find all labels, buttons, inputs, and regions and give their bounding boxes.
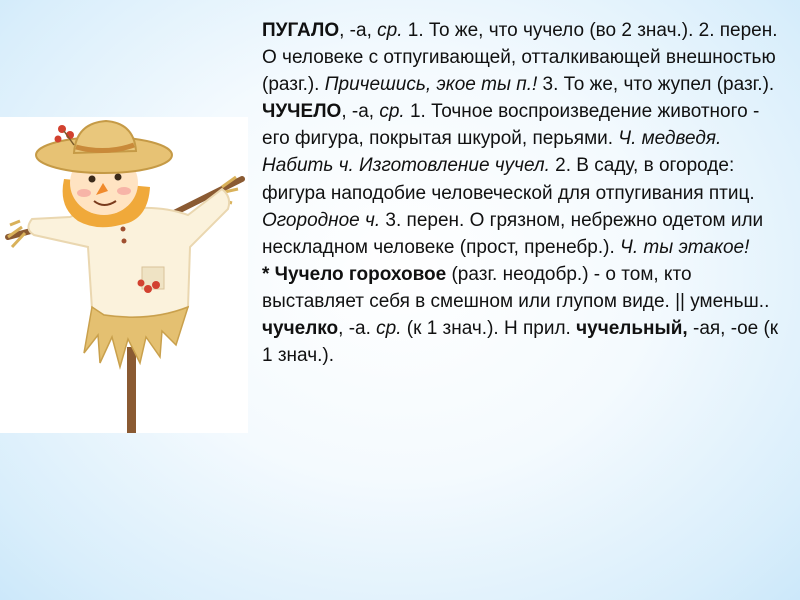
definition: (разг. неодобр.) - о том, кто выставляет себя в смешном или глупом виде. || уменьш.. (262, 263, 770, 312)
adjective-prefix: Н прил. (503, 318, 577, 340)
definition: 3. перен. О грязном, небрежно одетом или нескладном человеке (прост, пренебр.). (262, 209, 764, 258)
gender-mark: ср. (376, 318, 402, 340)
usage-example: Огородное ч. (262, 209, 381, 231)
adjective-word: чучельный, (576, 318, 688, 340)
usage-example: Ч. ты этакое! (620, 236, 750, 258)
berry (138, 280, 145, 287)
entry-chuchelo (262, 98, 782, 261)
grammar: , -а. (338, 318, 377, 340)
berry (55, 136, 62, 143)
berry (144, 285, 152, 293)
definition: 1. То же, что чучело (во 2 знач.). 2. перен. О человеке с отпугивающей, отталкивающей внешностью (разг.). (262, 20, 778, 96)
grammar: , -а, (341, 101, 380, 123)
dictionary-text (262, 17, 782, 369)
scarecrow-icon (0, 117, 248, 433)
idiom-phrase: * Чучело гороховое (262, 263, 447, 285)
grammar: , -а, (339, 20, 378, 41)
usage-example: Ч. медведя. Набить ч. Изготовление чучел. (262, 128, 722, 177)
definition: 1. Точное воспроизведение животного - его фигура, покрытая шкурой, перьями. (262, 101, 760, 150)
headword-pugalo: ПУГАЛО (262, 20, 340, 41)
definition: 3. То же, что жупел (разг.). (537, 74, 775, 96)
right-cheek (117, 187, 131, 195)
left-eye (89, 176, 96, 183)
headword-chuchelo: ЧУЧЕЛО (262, 101, 342, 123)
entry-idiom (262, 261, 782, 369)
gender-mark: ср. (377, 20, 403, 41)
adjective-endings: -ая, -ое (к 1 знач.). (262, 318, 779, 367)
button (122, 239, 127, 244)
button (121, 227, 126, 232)
definition: 2. В саду, в огороде: фигура наподобие человеческой для отпугивания птиц. (262, 155, 755, 204)
definition: (к 1 знач.). (401, 318, 499, 340)
usage-example: Причешись, экое ты п.! (324, 74, 538, 96)
entry-pugalo (262, 17, 782, 98)
right-eye (115, 174, 122, 181)
scarecrow-illustration (0, 117, 248, 433)
gender-mark: ср. (379, 101, 405, 123)
berry (152, 281, 160, 289)
diminutive-word: чучелко (262, 318, 339, 340)
pole (127, 347, 136, 433)
left-cheek (77, 189, 91, 197)
